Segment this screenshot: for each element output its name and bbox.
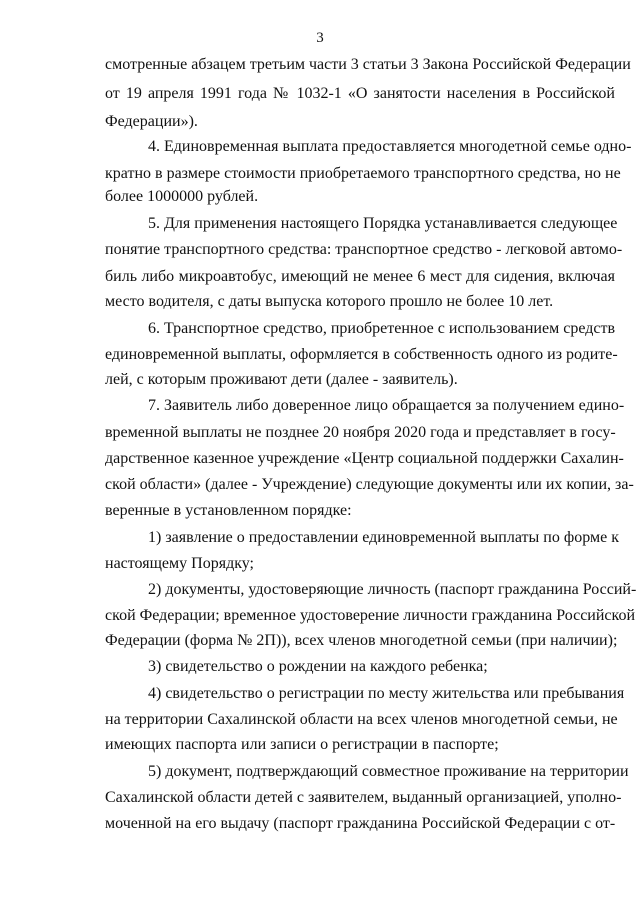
paragraph-first-line: 6. Транспортное средство, приобретенное с использованием средств: [148, 320, 615, 337]
text-line: понятие транспортного средства: транспортное средство - легковой автомо-: [105, 241, 623, 258]
text-line: Федерации (форма № 2П)), всех членов многодетной семьи (при наличии);: [105, 632, 618, 649]
text-line: временной выплаты не позднее 20 ноября 2020 года и представляет в госу-: [105, 424, 616, 441]
text-line: ской области» (далее - Учреждение) следующие документы или их копии, за-: [105, 476, 634, 493]
text-line: дарственное казенное учреждение «Центр социальной поддержки Сахалин-: [105, 450, 624, 467]
paragraph-first-line: 5. Для применения настоящего Порядка устанавливается следующее: [148, 215, 618, 232]
text-line: единовременной выплаты, оформляется в собственность одного из родите-: [105, 346, 618, 363]
list-item-first-line: 1) заявление о предоставлении единовременной выплаты по форме к: [148, 529, 619, 546]
paragraph-first-line: 4. Единовременная выплата предоставляется многодетной семье одно-: [148, 138, 632, 155]
list-item-first-line: 4) свидетельство о регистрации по месту жительства или пребывания: [148, 685, 625, 702]
page-number: 3: [316, 30, 324, 46]
text-line: веренные в установленном порядке:: [105, 502, 352, 519]
text-line: имеющих паспорта или записи о регистрации в паспорте;: [105, 736, 499, 753]
text-line: место водителя, с даты выпуска которого прошло не более 10 лет.: [105, 293, 554, 310]
text-line: моченной на его выдачу (паспорт гражданина Российской Федерации с от-: [105, 815, 616, 832]
list-item-first-line: 5) документ, подтверждающий совместное проживание на территории: [148, 763, 629, 780]
text-line: лей, с которым проживают дети (далее - заявитель).: [105, 371, 458, 388]
text-line: Сахалинской области детей с заявителем, выданный организацией, уполно-: [105, 789, 622, 806]
text-line: Федерации»).: [105, 113, 198, 130]
text-line: от 19 апреля 1991 года № 1032-1 «О занятости населения в Российской: [105, 85, 615, 102]
text-line: более 1000000 рублей.: [105, 188, 259, 205]
paragraph-first-line: 7. Заявитель либо доверенное лицо обращается за получением едино-: [148, 397, 625, 414]
text-line: настоящему Порядку;: [105, 555, 254, 572]
text-line: на территории Сахалинской области на всех членов многодетной семьи, не: [105, 711, 618, 728]
list-item-first-line: 2) документы, удостоверяющие личность (паспорт гражданина Россий-: [148, 581, 637, 598]
text-line: кратно в размере стоимости приобретаемого транспортного средства, но не: [105, 165, 621, 182]
text-line: смотренные абзацем третьим части 3 статьи 3 Закона Российской Федерации: [105, 56, 631, 73]
text-line: биль либо микроавтобус, имеющий не менее 6 мест для сидения, включая: [105, 268, 615, 285]
list-item-first-line: 3) свидетельство о рождении на каждого ребенка;: [148, 658, 488, 675]
text-line: ской Федерации; временное удостоверение личности гражданина Российской: [105, 607, 636, 624]
